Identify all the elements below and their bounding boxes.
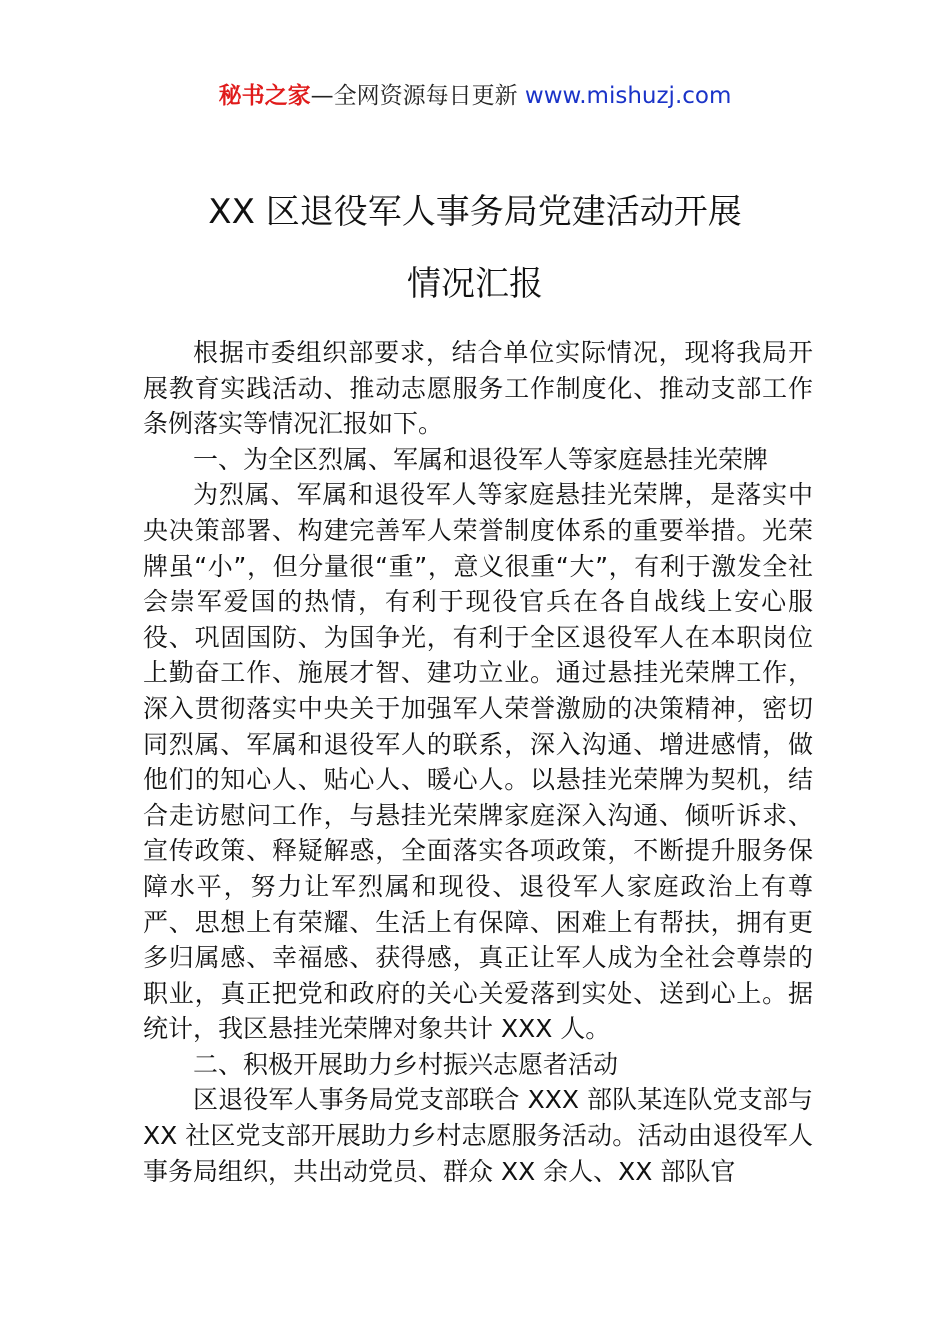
site-tagline: —全网资源每日更新 bbox=[310, 83, 518, 109]
document-body bbox=[143, 335, 813, 1189]
title-line-2: 情况汇报 bbox=[407, 264, 543, 304]
site-url-link[interactable]: www.mishuzj.com bbox=[524, 83, 732, 109]
brand-name: 秘书之家 bbox=[218, 83, 311, 109]
section-heading-2: 二、积极开展助力乡村振兴志愿者活动 bbox=[193, 1049, 619, 1079]
site-header bbox=[0, 80, 950, 112]
section-heading-1: 一、为全区烈属、军属和退役军人等家庭悬挂光荣牌 bbox=[193, 444, 769, 474]
section-body-1: 为烈属、军属和退役军人等家庭悬挂光荣牌，是落实中央决策部署、构建完善军人荣誉制度体系的重要举措。光荣牌虽“小”，但分量很“重”，意义很重“大”，有利于激发全社会崇军爱国的热情，有利于现役官兵在各自战线上安心服役、巩固国防、为国争光，有利于全区退役军人在本职岗位上勤奋工作、施展才智、建功立业。通过悬挂光荣牌工作，深入贯彻落实中央关于加强军人荣誉激励的决策精神，密切同烈属、军属和退役军人的联系，深入沟通、增进感情，做他们的知心人、贴心人、暖心人。以悬挂光荣牌为契机，结合走访慰问工作，与悬挂光荣牌家庭深入沟通、倾听诉求、宣传政策、释疑解惑，全面落实各项政策，不断提升服务保障水平，努力让军烈属和现役、退役军人家庭政治上有尊严、思想上有荣耀、生活上有保障、困难上有帮扶，拥有更多归属感、幸福感、获得感，真正让军人成为全社会尊崇的职业，真正把党和政府的关心关爱落到实处、送到心上。据统计，我区悬挂光荣牌对象共计 XXX 人。 bbox=[143, 480, 813, 1044]
document-title bbox=[0, 176, 950, 320]
section-body-2: 区退役军人事务局党支部联合 XXX 部队某连队党支部与 XX 社区党支部开展助力乡村志愿服务活动。活动由退役军人事务局组织，共出动党员、群众 XX 余人、XX 部队官 bbox=[143, 1085, 813, 1186]
title-line-1: XX 区退役军人事务局党建活动开展 bbox=[208, 192, 742, 232]
intro-paragraph: 根据市委组织部要求，结合单位实际情况，现将我局开展教育实践活动、推动志愿服务工作制度化、推动支部工作条例落实等情况汇报如下。 bbox=[143, 338, 813, 439]
